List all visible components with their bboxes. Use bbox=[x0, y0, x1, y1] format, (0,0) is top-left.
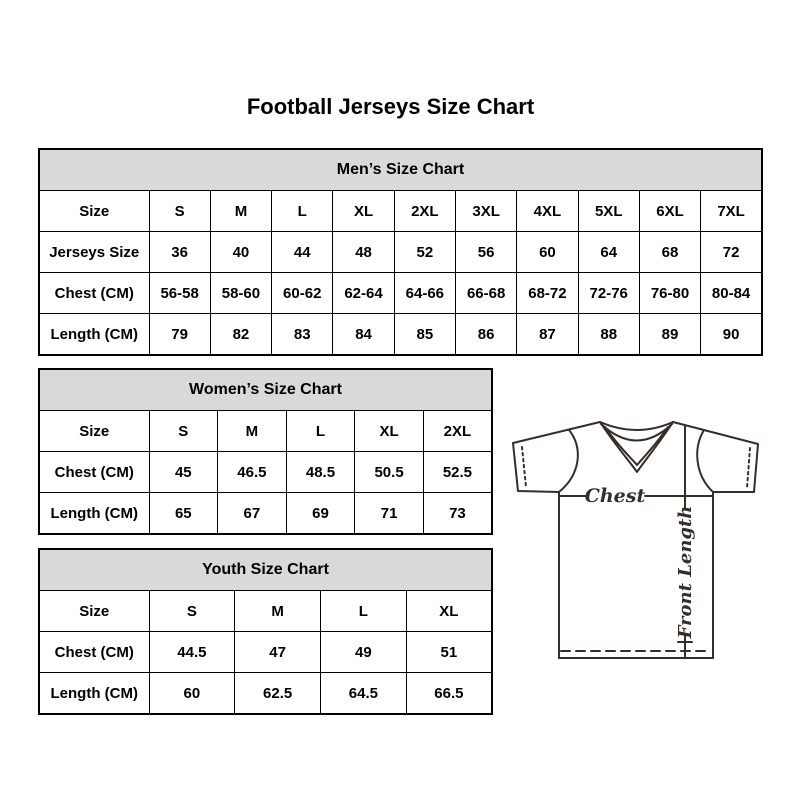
value-cell: L bbox=[321, 591, 407, 632]
collar-v-inner bbox=[605, 427, 668, 465]
value-cell: 82 bbox=[210, 314, 271, 356]
row-label-cell: Length (CM) bbox=[39, 493, 149, 535]
table-row bbox=[39, 452, 492, 493]
value-cell: 68-72 bbox=[517, 273, 578, 314]
row-label-cell: Chest (CM) bbox=[39, 632, 149, 673]
value-cell: 4XL bbox=[517, 191, 578, 232]
chest-label: Chest bbox=[584, 485, 646, 507]
value-cell: 60-62 bbox=[272, 273, 333, 314]
value-cell: 45 bbox=[149, 452, 218, 493]
value-cell: 84 bbox=[333, 314, 394, 356]
table-row bbox=[39, 232, 762, 273]
value-cell: 47 bbox=[235, 632, 321, 673]
value-cell: 69 bbox=[286, 493, 355, 535]
row-label-cell: Size bbox=[39, 591, 149, 632]
left-sleeve-outline bbox=[513, 422, 600, 492]
value-cell: 2XL bbox=[423, 411, 492, 452]
value-cell: 83 bbox=[272, 314, 333, 356]
row-label-cell: Chest (CM) bbox=[39, 273, 149, 314]
value-cell: 72-76 bbox=[578, 273, 639, 314]
value-cell: M bbox=[235, 591, 321, 632]
value-cell: 62-64 bbox=[333, 273, 394, 314]
value-cell: 3XL bbox=[455, 191, 516, 232]
value-cell: 56-58 bbox=[149, 273, 210, 314]
womens-size-table bbox=[38, 368, 493, 535]
value-cell: M bbox=[218, 411, 287, 452]
value-cell: 50.5 bbox=[355, 452, 424, 493]
value-cell: 72 bbox=[701, 232, 762, 273]
row-label-cell: Length (CM) bbox=[39, 314, 149, 356]
value-cell: L bbox=[286, 411, 355, 452]
table-header-row bbox=[39, 549, 492, 591]
value-cell: 65 bbox=[149, 493, 218, 535]
table-row bbox=[39, 314, 762, 356]
value-cell: 48 bbox=[333, 232, 394, 273]
value-cell: 64 bbox=[578, 232, 639, 273]
row-label-cell: Size bbox=[39, 411, 149, 452]
value-cell: 90 bbox=[701, 314, 762, 356]
youth-table-title: Youth Size Chart bbox=[39, 549, 492, 591]
table-row bbox=[39, 493, 492, 535]
value-cell: 67 bbox=[218, 493, 287, 535]
collar-back-arc-outer bbox=[600, 422, 673, 430]
youth-size-table bbox=[38, 548, 493, 715]
value-cell: 85 bbox=[394, 314, 455, 356]
value-cell: 51 bbox=[406, 632, 492, 673]
value-cell: XL bbox=[333, 191, 394, 232]
value-cell: 66.5 bbox=[406, 673, 492, 715]
value-cell: 48.5 bbox=[286, 452, 355, 493]
value-cell: S bbox=[149, 191, 210, 232]
row-label-cell: Jerseys Size bbox=[39, 232, 149, 273]
value-cell: 73 bbox=[423, 493, 492, 535]
table-header-row bbox=[39, 149, 762, 191]
value-cell: 52 bbox=[394, 232, 455, 273]
value-cell: 7XL bbox=[701, 191, 762, 232]
right-armhole-seam bbox=[697, 430, 713, 492]
value-cell: 2XL bbox=[394, 191, 455, 232]
value-cell: 64.5 bbox=[321, 673, 407, 715]
table-row bbox=[39, 673, 492, 715]
value-cell: S bbox=[149, 591, 235, 632]
page-title: Football Jerseys Size Chart bbox=[246, 94, 535, 119]
value-cell: 80-84 bbox=[701, 273, 762, 314]
value-cell: 58-60 bbox=[210, 273, 271, 314]
value-cell: 36 bbox=[149, 232, 210, 273]
value-cell: 40 bbox=[210, 232, 271, 273]
value-cell: 79 bbox=[149, 314, 210, 356]
value-cell: 46.5 bbox=[218, 452, 287, 493]
mens-table-title: Men’s Size Chart bbox=[39, 149, 762, 191]
value-cell: L bbox=[272, 191, 333, 232]
value-cell: 60 bbox=[517, 232, 578, 273]
value-cell: 6XL bbox=[639, 191, 700, 232]
value-cell: 5XL bbox=[578, 191, 639, 232]
value-cell: 44.5 bbox=[149, 632, 235, 673]
table-header-row bbox=[39, 369, 492, 411]
value-cell: XL bbox=[355, 411, 424, 452]
value-cell: 60 bbox=[149, 673, 235, 715]
value-cell: 68 bbox=[639, 232, 700, 273]
row-label-cell: Size bbox=[39, 191, 149, 232]
value-cell: 87 bbox=[517, 314, 578, 356]
value-cell: 62.5 bbox=[235, 673, 321, 715]
value-cell: 76-80 bbox=[639, 273, 700, 314]
mens-size-table bbox=[38, 148, 763, 356]
left-armhole-seam bbox=[559, 430, 578, 492]
value-cell: 66-68 bbox=[455, 273, 516, 314]
value-cell: 86 bbox=[455, 314, 516, 356]
value-cell: 52.5 bbox=[423, 452, 492, 493]
table-row bbox=[39, 411, 492, 452]
value-cell: 88 bbox=[578, 314, 639, 356]
left-cuff-stitch-line bbox=[522, 447, 526, 487]
value-cell: 89 bbox=[639, 314, 700, 356]
value-cell: 64-66 bbox=[394, 273, 455, 314]
value-cell: 71 bbox=[355, 493, 424, 535]
jersey-diagram-svg bbox=[505, 402, 770, 667]
table-row bbox=[39, 191, 762, 232]
value-cell: XL bbox=[406, 591, 492, 632]
jersey-measurement-diagram bbox=[505, 402, 770, 667]
front-length-label: Front Length bbox=[675, 505, 696, 639]
row-label-cell: Chest (CM) bbox=[39, 452, 149, 493]
value-cell: 44 bbox=[272, 232, 333, 273]
right-cuff-stitch-line bbox=[747, 448, 750, 488]
value-cell: S bbox=[149, 411, 218, 452]
value-cell: 49 bbox=[321, 632, 407, 673]
table-row bbox=[39, 591, 492, 632]
row-label-cell: Length (CM) bbox=[39, 673, 149, 715]
table-row bbox=[39, 273, 762, 314]
table-row bbox=[39, 632, 492, 673]
value-cell: 56 bbox=[455, 232, 516, 273]
value-cell: M bbox=[210, 191, 271, 232]
womens-table-title: Women’s Size Chart bbox=[39, 369, 492, 411]
